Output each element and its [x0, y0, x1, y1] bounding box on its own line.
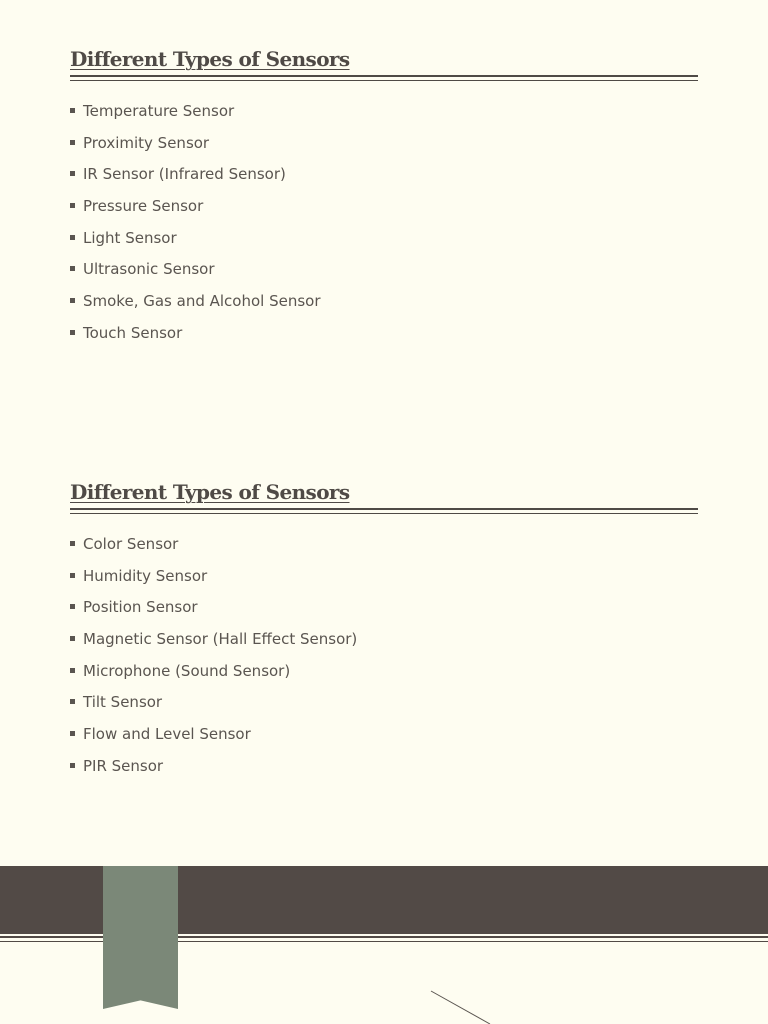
square-bullet-icon: [70, 171, 75, 176]
square-bullet-icon: [70, 235, 75, 240]
list-item: [70, 724, 357, 756]
title-divider-thick: [70, 75, 698, 77]
square-bullet-icon: [70, 763, 75, 768]
list-item-text: IR Sensor (Infrared Sensor): [83, 165, 286, 184]
list-item-text: Microphone (Sound Sensor): [83, 661, 291, 680]
slide-title: Different Types of Sensors: [70, 480, 350, 504]
list-item: [70, 259, 321, 291]
list-item: [70, 534, 357, 566]
title-divider-thin: [70, 513, 698, 514]
square-bullet-icon: [70, 604, 75, 609]
list-item: [70, 164, 321, 196]
list-item-text: Proximity Sensor: [83, 133, 210, 152]
bookmark-ribbon: [103, 866, 178, 1009]
list-item: [70, 133, 321, 165]
slide-title: Different Types of Sensors: [70, 47, 350, 71]
list-item-text: Touch Sensor: [83, 323, 183, 342]
list-item-text: Color Sensor: [83, 535, 179, 553]
list-item: [70, 101, 321, 133]
list-item: [70, 661, 357, 693]
square-bullet-icon: [70, 266, 75, 271]
square-bullet-icon: [70, 330, 75, 335]
list-item: [70, 566, 357, 598]
square-bullet-icon: [70, 203, 75, 208]
list-item-text: Pressure Sensor: [83, 197, 204, 216]
list-item: [70, 756, 357, 788]
list-item-text: Ultrasonic Sensor: [83, 260, 215, 279]
list-item: [70, 629, 357, 661]
list-item-text: Position Sensor: [83, 598, 198, 617]
title-divider-thick: [70, 508, 698, 510]
list-item: [70, 196, 321, 228]
list-item-text: Magnetic Sensor (Hall Effect Sensor): [83, 630, 358, 649]
list-item: [70, 228, 321, 260]
square-bullet-icon: [70, 731, 75, 736]
list-item-text: PIR Sensor: [83, 756, 164, 775]
square-bullet-icon: [70, 541, 75, 546]
list-item-text: Flow and Level Sensor: [83, 725, 251, 744]
sensor-list: [70, 534, 357, 788]
list-item-text: Tilt Sensor: [83, 693, 163, 712]
title-divider-thin: [70, 80, 698, 81]
list-item-text: Humidity Sensor: [83, 566, 208, 585]
square-bullet-icon: [70, 668, 75, 673]
square-bullet-icon: [70, 298, 75, 303]
list-item-text: Temperature Sensor: [83, 102, 235, 120]
list-item: [70, 597, 357, 629]
list-item: [70, 692, 357, 724]
square-bullet-icon: [70, 140, 75, 145]
square-bullet-icon: [70, 699, 75, 704]
list-item: [70, 291, 321, 323]
list-item: [70, 323, 321, 355]
list-item-text: Light Sensor: [83, 228, 177, 247]
square-bullet-icon: [70, 108, 75, 113]
square-bullet-icon: [70, 573, 75, 578]
list-item-text: Smoke, Gas and Alcohol Sensor: [83, 292, 321, 311]
square-bullet-icon: [70, 636, 75, 641]
sensor-list: [70, 101, 321, 355]
